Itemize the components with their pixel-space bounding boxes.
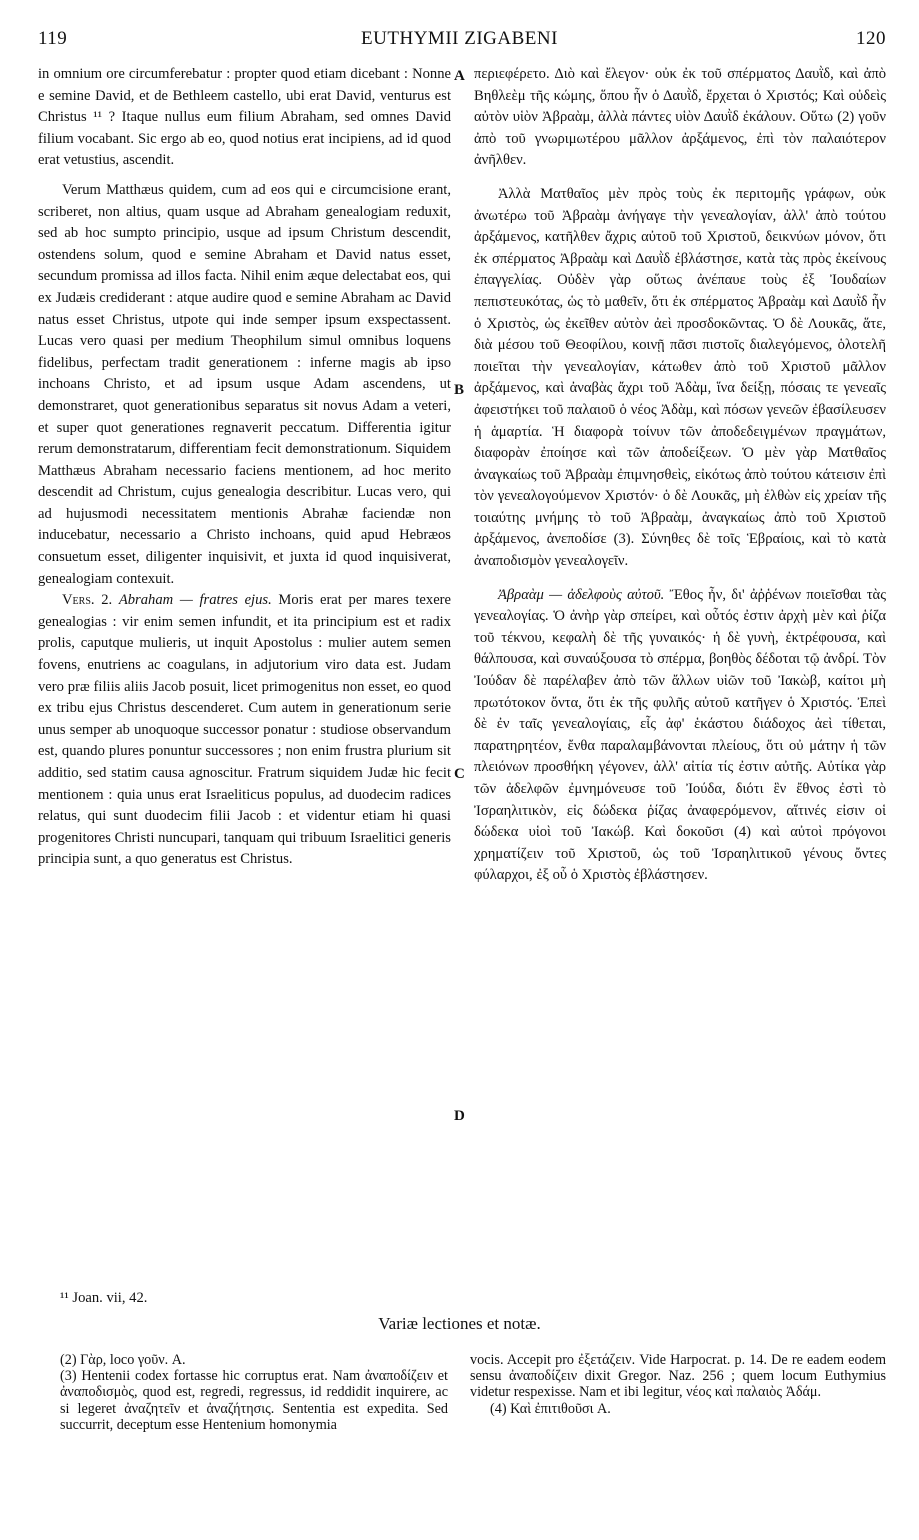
latin-paragraph-3-text: Moris erat per mares texere genealogias : vir enim semen infundit, et ita principium est et radix prolis, caputque mulieris, ut inquit Apostolus : mulier autem semen fovens, enutriens ac coagulans, in adjutorium viro data est. Judam vero præ filiis aliis Jacob posuit, licet primogenitus non esset, eo quod ex tribu ejus Christus descenderet. Cum autem in generationum serie unus semper ab unoquoque successor ponatur : studiose observandum est, quando plures ponuntur successores ; non enim frustra plurium sit additio, sed statim causa agnoscitur. Fratrum siquidem Judæ hic fecit mentionem : quia unus erat Israeliticus populus, ad duodecim radices relatus, qui sunt duodecim filii Jacob : et videntur etiam hi quasi progenitores Christi nuncupari, tanquam qui tribuum Israelitici generis principia sunt, a quo generatus est Christus. [38,592,452,868]
footnote-reference: ¹¹ Joan. vii, 42. [60,1290,148,1306]
margin-letter-a: A [454,68,465,84]
note-3-continued: vocis. Accepit pro ἐξετάζειν. Vide Harpocrat. p. 14. De re eadem eodem sensu ἀναποδίζειν dixit Gregor. Naz. 256 ; quem locum Euthymius videtur respexisse. Nam et ibi legitur, νέος καὶ παλαιὸς Ἀδάμ. [470,1352,886,1401]
greek-paragraph-3-text: Ἔθος ἦν, δι' ἀῤῥένων ποιεῖσθαι τὰς γενεαλογίας. Ὁ ἀνὴρ γὰρ σπείρει, καὶ οὗτός ἐστιν ἀρχὴ μὲν καὶ ῥίζα τοῦ τέκνου, κεφαλὴ δὲ τῆς γυναικός· ἡ δὲ γυνὴ, ἐκτρέφουσα, καὶ θάλπουσα, καὶ συναύξουσα τὸ σπέρμα, βοηθὸς δέδοται τῷ ἀνδρί. Τὸν Ἰούδαν δὲ παρέλαβεν ἀπὸ τῶν ἄλλων υἱῶν τοῦ Ἰακὼβ, καίτοι μὴ πρωτότοκον ὄντα, ὅτι ἐκ τῆς φυλῆς αὐτοῦ κατῆγεν ὁ Χριστός. Ἐπεὶ δὲ ἐν ταῖς γενεαλογίαις, εἷς ἀφ' ἑκάστου διάδοχος ἀεὶ τίθεται, παρατηρητέον, ἔνθα παραλαμβάνονται πλείους, ὅτι οὐ μάτην ἡ τῶν πλειόνων προσθήκη γέγονεν, ἀλλ' αἰτία τίς ἐστιν αὐτῆς. Αὐτίκα γὰρ τῶν ἀδελφῶν ἐμνημόνευσε τοῦ Ἰούδα, διότι ἓν ἔθνος ἐστὶ τὸ Ἰσραηλιτικὸν, εἰς δώδεκα ῥίζας ἀναφερόμενον, αἵτινές εἰσιν οἱ δώδεκα υἱοὶ τοῦ Ἰακώβ. Καὶ δοκοῦσι (4) καὶ αὐτοὶ πρόγονοι χρηματίζειν τοῦ Χριστοῦ, ὡς τοῦ Ἰσραηλιτικοῦ γένους ὄντες φύλαρχοι, ἐξ οὗ ὁ Χριστὸς ἐβλάστησεν. [474,586,886,884]
page-number-left: 119 [38,28,68,49]
greek-paragraph-3 [474,585,886,887]
greek-lemma: Ἀβραὰμ — ἀδελφοὺς αὐτοῦ. [498,586,665,603]
note-3: (3) Hentenii codex fortasse hic corruptus erat. Nam ἀναποδίζειν et ἀναποδισμὸς, quod est, regredi, regressus, id reddidit inquirere, ac si legeret ἀναζητεῖν et ἀναζήτησις. Sententia est expedita. Sed succurrit, deceptum esse Hentenium homonymia [60,1368,448,1433]
notes-left-column [60,1352,448,1433]
greek-column [474,64,886,887]
latin-lemma: Abraham — fratres ejus. [118,592,272,609]
latin-paragraph-1: in omnium ore circumferebatur : propter quod etiam dicebant : Nonne e semine David, et de Bethleem castello, ubi erat David, venturus est Christus ¹¹ ? Itaque nullus eum filium Abraham, sed omnes David filium vocabant. Sic ergo ab eo, quod notius erat incipiens, ad id quod erat vetustius, ascendit. [38,66,451,169]
verse-label: Vers. 2. [62,592,113,609]
margin-letter-c: C [454,766,465,782]
margin-letter-b: B [454,382,465,398]
page-number-right: 120 [856,28,886,49]
latin-paragraph-3 [38,590,451,871]
notes-heading: Variæ lectiones et notæ. [378,1314,541,1333]
margin-letter-d: D [454,1108,465,1124]
latin-column [38,64,451,871]
note-2: (2) Γὰρ, loco γοῦν. A. [60,1352,186,1368]
notes-right-column [470,1352,886,1417]
greek-paragraph-2: Ἀλλὰ Ματθαῖος μὲν πρὸς τοὺς ἐκ περιτομῆς γράφων, οὐκ ἀνωτέρω τοῦ Ἀβραὰμ ἀνήγαγε τὴν γενεαλογίαν, ἀλλ' ἀπὸ τούτου ἀρξάμενος, κατῆλθεν ἄχρις αὐτοῦ τοῦ Χριστοῦ, δεικνύων μόνον, ὅτι ἐκ σπέρματος Ἀβραὰμ καὶ Δαυῒδ ἐβλάστησε, κατὰ τὰς πρὸς ἐκείνους ἐπαγγελίας. Οὐδὲν γὰρ οὕτως ἀνέπαυε τοὺς ἐξ Ἰουδαίων πεπιστευκότας, ὡς τὸ μαθεῖν, ὅτι ἐκ σπέρματος Ἀβραὰμ καὶ Δαυῒδ ἦν ὁ Χριστὸς, ὡς ἐκεῖθεν αὐτὸν ἀεὶ προσδοκῶντας. Ὁ δὲ Λουκᾶς, ἅτε, διὰ μέσου τοῦ Θεοφίλου, κοινῇ πᾶσι πιστοῖς διαλεγόμενος, ὁλοτελῆ ποιεῖται τὴν γενεαλογίαν, κάτωθεν ἀπὸ τοῦ Χριστοῦ μᾶλλον ἀρξάμενος, καὶ ἀναβὰς ἄχρι τοῦ Ἀδὰμ, ἵνα δείξῃ, πόσαις τε γενεαῖς ἀφειστήκει τοῦ παλαιοῦ ὁ νέος Ἀδὰμ, καὶ πόσων γενεῶν ἐβασίλευσεν ἡ ἁμαρτία. Ἡ διαφορὰ τοίνυν τῶν ἀποδεδειγμένων πραγμάτων, διαφορὰν ἐποίησε καὶ τῶν ἀποδείξεων. Ὁ μὲν γὰρ Ματθαῖος ἀναγκαίως τοῦ Ἀβραὰμ ἐπιμνησθεὶς, εἰκότως ἀπὸ τούτου κάτεισιν ἐπὶ τὸν γενεαλογούμενον Χριστόν· ὁ δὲ Λουκᾶς, μὴ ἐλθὼν εἰς χρείαν τῆς τοιαύτης μνήμης τὸ τοῦ Ἀβραὰμ, ἀναγκαίως ἀπὸ τοῦ Χριστοῦ ἀρξάμενος, ἀνεποδίσε (3). Σύνηθες δὲ τοῖς Ἑβραίοις, καὶ τὸ κατὰ ἀναποδισμὸν γενεαλογεῖν. [474,185,886,570]
note-4: (4) Καὶ ἐπιτιθοῦσι A. [490,1400,611,1417]
running-title: EUTHYMII ZIGABENI [361,28,558,49]
latin-paragraph-2: Verum Matthæus quidem, cum ad eos qui e circumcisione erant, scriberet, non altius, quam usque ad Abraham genealogiam reduxit, sed ab hoc sumpto principio, usque ad ipsum Christum descendit, ostendens solum, quod e semine Abraham et David natus esset, secundum promissa ad illos facta. Nihil enim æque delectabat eos, qui ex Judæis crediderant : atque audire quod e semine Abraham ac David natus esset Christus, utpote qui inde semper ipsum exspectassent. Lucas vero quasi per medium Theophilum simul omnibus loquens fidelibus, perfectam tradit generationem : inferne magis ab ipso inchoans Christo, et ad ipsum usque Adam ascendens, ut demonstraret, quot generationibus separatus sit novus Adam a veteri, et super quot generationes regnaverit peccatum. Differentia igitur rerum demonstratarum, differentiam fecit demonstrationum. Siquidem Matthæus Abraham necessario faciens mentionem, ad hoc merito descendit ad Christum, cujus genealogia describitur. Lucas vero, qui ad hujusmodi necessitatem mentionis Abrahæ faciendæ non inducebatur, necessario a Christo inchoans, quid apud Hebræos consuetum esset, diligenter inquisivit, et juxta id quod inquisiverat, genealogiam contexuit. [38,181,451,587]
greek-paragraph-1: περιεφέρετο. Διὸ καὶ ἔλεγον· οὐκ ἐκ τοῦ σπέρματος Δαυῒδ, καὶ ἀπὸ Βηθλεὲμ τῆς κώμης, ὅπου ἦν ὁ Δαυῒδ, ἔρχεται ὁ Χριστός; Καὶ οὐδεὶς αὐτὸν υἱὸν Ἀβραὰμ, ἀλλὰ πάντες υἱὸν Δαυῒδ ἐκάλουν. Οὕτω (2) γοῦν ἀπὸ τοῦ γνωριμωτέρου μᾶλλον ἀρξάμενος, ἐπὶ τὸν παλαιότερον ἀνῆλθεν. [474,66,886,169]
